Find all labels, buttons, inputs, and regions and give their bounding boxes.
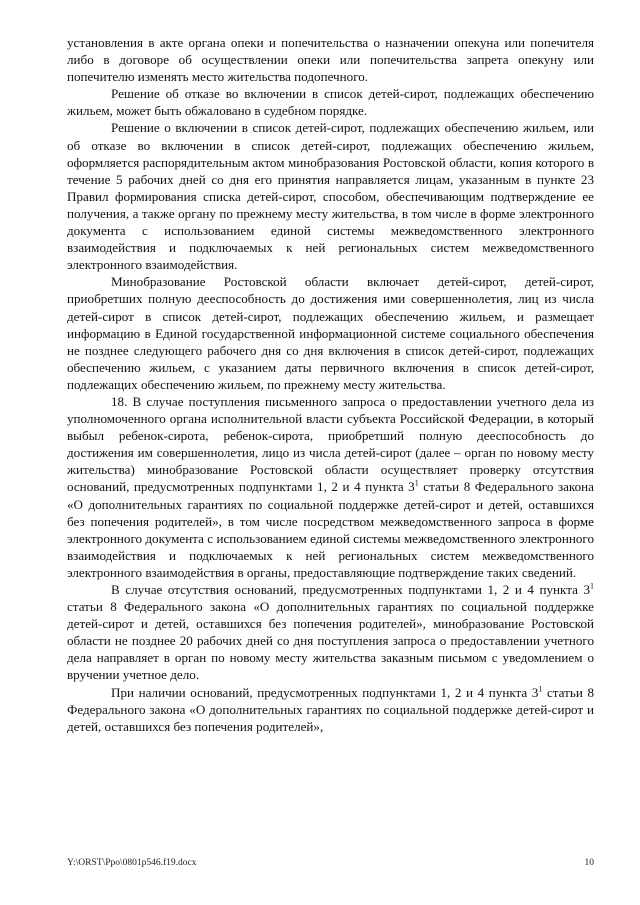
body-paragraph	[67, 684, 594, 735]
body-paragraph	[67, 273, 594, 393]
paragraph-text: Решение об отказе во включении в список детей-сирот, подлежащих обеспечению жильем, может быть обжаловано в судебном порядке.	[67, 86, 594, 119]
footer-file-path: Y:\ORST\Ppo\0801p546.f19.docx	[67, 858, 197, 868]
superscript-index: 1	[414, 479, 419, 489]
paragraph-text: 18. В случае поступления письменного запроса о предоставлении учетного дела из уполномоченного органа исполнительной власти субъекта Российской Федерации, в который выбыл ребенок-сирота, ребенок-сирота, приобретший полную дееспособность до достижения им совершеннолетия, лицо из числа детей-сирот (далее – орган по новому месту жительства) минобразование Ростовской области осуществляет проверку отсутствия оснований, предусмотренных подпунктами 1, 2 и 4 пункта 3	[67, 393, 594, 495]
paragraph-text: В случае отсутствия оснований, предусмотренных подпунктами 1, 2 и 4 пункта 3	[111, 582, 590, 597]
paragraph-text: статьи 8 Федерального закона «О дополнительных гарантиях по социальной поддержке детей-сирот и детей, оставшихся без попечения родителей»,	[67, 684, 594, 734]
paragraph-text: Решение о включении в список детей-сирот, подлежащих обеспечению жильем, или об отказе во включении в список детей-сирот, подлежащих обеспечению жильем, оформляется распорядительным актом минобразования Ростовской области, копия которого в течение 5 рабочих дней со дня его принятия направляется лицам, указанным в пункте 23 Правил формирования списка детей-сирот, способом, обеспечивающим подтверждение ее получения, а также органу по прежнему месту жительства, в том числе в форме электронного документа с использованием единой системы межведомственного электронного взаимодействия и подключаемых к ней региональных систем межведомственного электронного взаимодействия.	[67, 120, 594, 273]
paragraph-text: статьи 8 Федерального закона «О дополнительных гарантиях по социальной поддержке детей-сирот и детей, оставшихся без попечения родителей», минобразование Ростовской области не позднее 20 рабочих дней со дня поступления запроса о предоставлении учетного дела направляет в орган по новому месту жительства заказным письмом с уведомлением о вручении учетное дело.	[67, 599, 594, 683]
superscript-index: 1	[538, 684, 543, 694]
body-paragraph	[67, 34, 594, 85]
paragraph-text: статьи 8 Федерального закона «О дополнительных гарантиях по социальной поддержке детей-сирот и детей, оставшихся без попечения родителей», в том числе посредством межведомственного запроса в форме электронного документа с использованием единой системы межведомственного электронного взаимодействия и подключаемых к ней региональных систем межведомственного электронного взаимодействия в органы, предоставляющие подтверждение таких сведений.	[67, 479, 594, 580]
body-paragraph	[67, 85, 594, 119]
body-paragraph	[67, 119, 594, 273]
document-body	[67, 34, 594, 735]
paragraph-text: установления в акте органа опеки и попечительства о назначении опекуна или попечителя либо в договоре об осуществлении опеки или попечительства запрета опекуну или попечителю изменять место жительства подопечного.	[67, 35, 594, 85]
paragraph-text: При наличии оснований, предусмотренных подпунктами 1, 2 и 4 пункта 3	[111, 684, 539, 700]
paragraph-text: Минобразование Ростовской области включает детей-сирот, детей-сирот, приобретших полную дееспособность до достижения ими совершеннолетия, лиц из числа детей-сирот в список детей-сирот, подлежащих обеспечению жильем, и размещает информацию в Единой государственной информационной системе социального обеспечения не позднее следующего рабочего дня со дня включения в список детей-сирот, подлежащих обеспечению жильем, с указанием даты первичного включения в список детей-сирот, подлежащих обеспечению жильем, по прежнему месту жительства.	[67, 274, 594, 392]
superscript-index: 1	[590, 581, 594, 591]
body-paragraph	[67, 393, 594, 581]
page-number: 10	[584, 858, 594, 868]
body-paragraph	[67, 581, 594, 684]
